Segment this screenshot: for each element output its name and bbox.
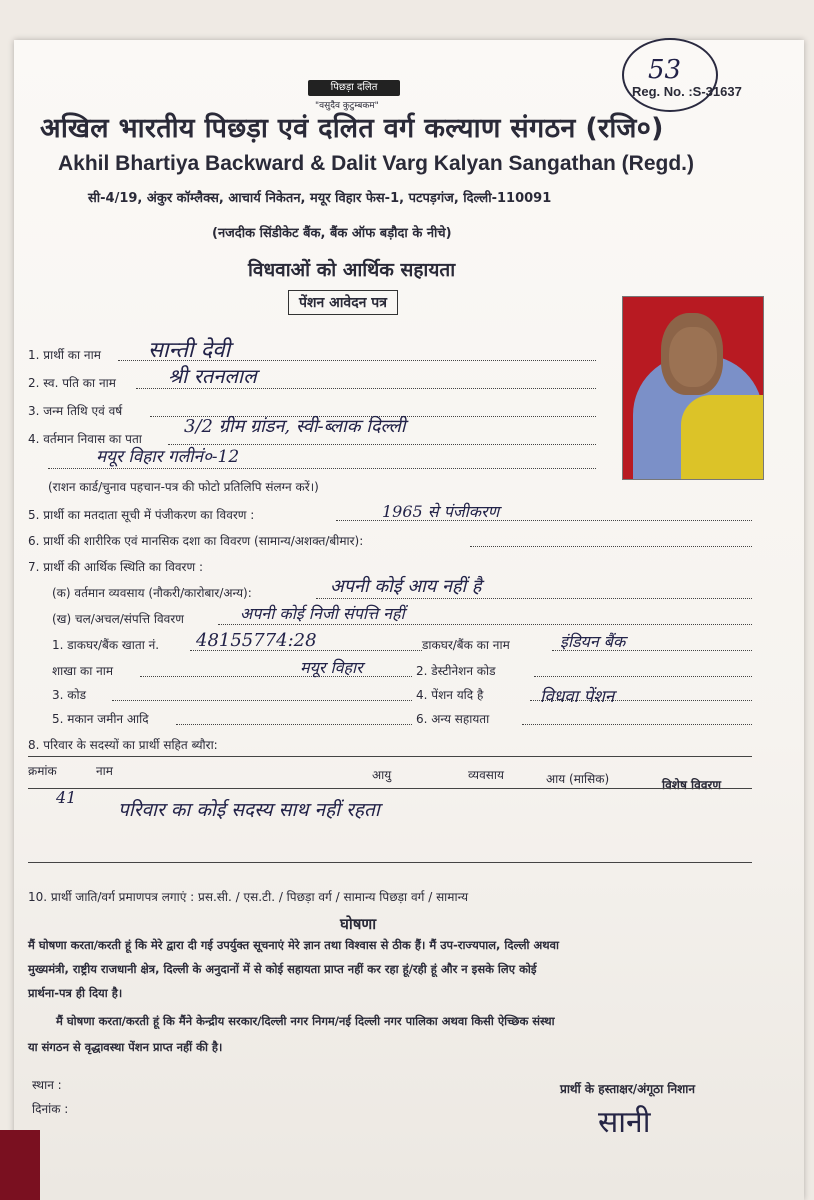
address-note: (राशन कार्ड/चुनाव पहचान-पत्र की फोटो प्रतिलिपि संलग्न करें।): [48, 480, 319, 494]
address-line-2: (नजदीक सिंडीकेट बैंक, बैंक ऑफ बड़ौदा के नीचे): [212, 226, 452, 241]
table-row-serial: 41: [56, 788, 77, 807]
table-row-value: परिवार का कोई सदस्य साथ नहीं रहता: [118, 799, 380, 821]
voter-registration-value: 1965 से पंजीकरण: [382, 502, 500, 521]
table-header-serial: क्रमांक: [28, 764, 57, 778]
branch-label: शाखा का नाम: [52, 664, 114, 678]
name-label: 1. प्रार्थी का नाम: [28, 348, 101, 362]
address-value-line2: मयूर विहार गलीनं०-12: [96, 447, 240, 467]
address-value-line1: 3/2 ग्रीम ग्रांडन, स्वी-ब्लाक दिल्ली: [184, 416, 406, 437]
table-header-income: आय (मासिक): [546, 772, 610, 786]
caste-certificate-label: 10. प्रार्थी जाति/वर्ग प्रमाणपत्र लगाएं : प्रस.सी. / एस.टी. / पिछड़ा वर्ग / सामान्य पिछड़ा वर्ग / सामान्य: [28, 890, 469, 904]
bank-name-value: इंडियन बैंक: [560, 632, 626, 651]
date-label: दिनांक :: [32, 1102, 69, 1116]
registration-number: Reg. No. :S-31637: [632, 84, 742, 99]
declaration-para2-line1: मैं घोषणा करता/करती हूं कि मैंने केन्द्रीय सरकार/दिल्ली नगर निगम/नई दिल्ली नगर पालिका अथवा किसी ऐच्छिक संस्था: [56, 1014, 555, 1028]
health-label: 6. प्रार्थी की शारीरिक एवं मानसिक दशा का विवरण (सामान्य/अशक्त/बीमार):: [28, 534, 364, 548]
occupation-value: अपनी कोई आय नहीं है: [330, 576, 482, 597]
declaration-para1-line1: मैं घोषणा करता/करती हूं कि मेरे द्वारा दी गई उपर्युक्त सूचनाएं मेरे ज्ञान तथा विश्वास से ठीक हैं। मैं उप-राज्यपाल, दिल्ली अथवा: [28, 938, 559, 952]
dob-label: 3. जन्म तिथि एवं वर्ष: [28, 404, 123, 418]
table-header-age: आयु: [372, 768, 392, 782]
declaration-para2-line2: या संगठन से वृद्धावस्था पेंशन प्राप्त नहीं की है।: [28, 1040, 223, 1054]
account-number-label: 1. डाकघर/बैंक खाता नं.: [52, 638, 160, 652]
husband-name-label: 2. स्व. पति का नाम: [28, 376, 116, 390]
husband-name-value: श्री रतनलाल: [168, 364, 257, 388]
land-label: 5. मकान जमीन आदि: [52, 712, 149, 726]
declaration-para1-line2: मुख्यमंत्री, राष्ट्रीय राजधानी क्षेत्र, दिल्ली के अनुदानों में से कोई सहायता प्राप्त नहीं कर रहा हूं/रही हूं और न इसके लिए कोई: [28, 962, 537, 976]
account-number-value: 48155774:28: [196, 630, 317, 651]
form-title-box: पेंशन आवेदन पत्र: [288, 290, 398, 315]
code-label: 3. कोड: [52, 688, 87, 702]
address-line-1: सी-4/19, अंकुर कॉम्लैक्स, आचार्य निकेतन, मयूर विहार फेस-1, पटपड़गंज, दिल्ली-110091: [88, 191, 552, 206]
table-header-occupation: व्यवसाय: [468, 768, 504, 782]
motto-text: "वसुदैव कुटुम्बकम": [315, 101, 379, 111]
applicant-signature: सानी: [598, 1105, 651, 1140]
scheme-subtitle: विधवाओं को आर्थिक सहायता: [248, 259, 456, 281]
declaration-para1-line3: प्रार्थना-पत्र ही दिया है।: [28, 986, 123, 1000]
family-details-label: 8. परिवार के सदस्यों का प्रार्थी सहित ब्यौरा:: [28, 738, 218, 752]
branch-value: मयूर विहार: [300, 658, 363, 677]
property-label: (ख) चल/अचल/संपत्ति विवरण: [52, 612, 184, 626]
applicant-photo: [622, 296, 764, 480]
property-value: अपनी कोई निजी संपत्ति नहीं: [240, 604, 405, 623]
declaration-title: घोषणा: [340, 915, 377, 933]
org-title-hindi: अखिल भारतीय पिछड़ा एवं दलित वर्ग कल्याण संगठन (रजि०): [40, 113, 664, 144]
address-label: 4. वर्तमान निवास का पता: [28, 432, 142, 446]
org-title-english: Akhil Bhartiya Backward & Dalit Varg Kalyan Sangathan (Regd.): [58, 152, 694, 175]
handwritten-serial: 53: [648, 55, 682, 85]
place-label: स्थान :: [32, 1078, 62, 1092]
pension-label: 4. पेंशन यदि है: [416, 688, 484, 702]
pension-value: विधवा पेंशन: [540, 687, 615, 707]
name-value: सान्ती देवी: [148, 338, 231, 363]
background-cloth: [0, 1130, 40, 1200]
signature-label: प्रार्थी के हस्ताक्षर/अंगूठा निशान: [560, 1082, 696, 1096]
destination-code-label: 2. डेस्टीनेशन कोड: [416, 664, 496, 678]
bank-name-label: डाकघर/बैंक का नाम: [422, 638, 510, 652]
table-header-name: नाम: [96, 764, 113, 778]
organization-logo: पिछड़ा दलित: [308, 80, 400, 96]
occupation-label: (क) वर्तमान व्यवसाय (नौकरी/कारोबार/अन्य):: [52, 586, 252, 600]
other-help-label: 6. अन्य सहायता: [416, 712, 490, 726]
economic-status-label: 7. प्रार्थी की आर्थिक स्थिति का विवरण :: [28, 560, 203, 574]
table-header-remarks: विशेष विवरण: [662, 778, 722, 792]
voter-registration-label: 5. प्रार्थी का मतदाता सूची में पंजीकरण का विवरण :: [28, 508, 255, 522]
